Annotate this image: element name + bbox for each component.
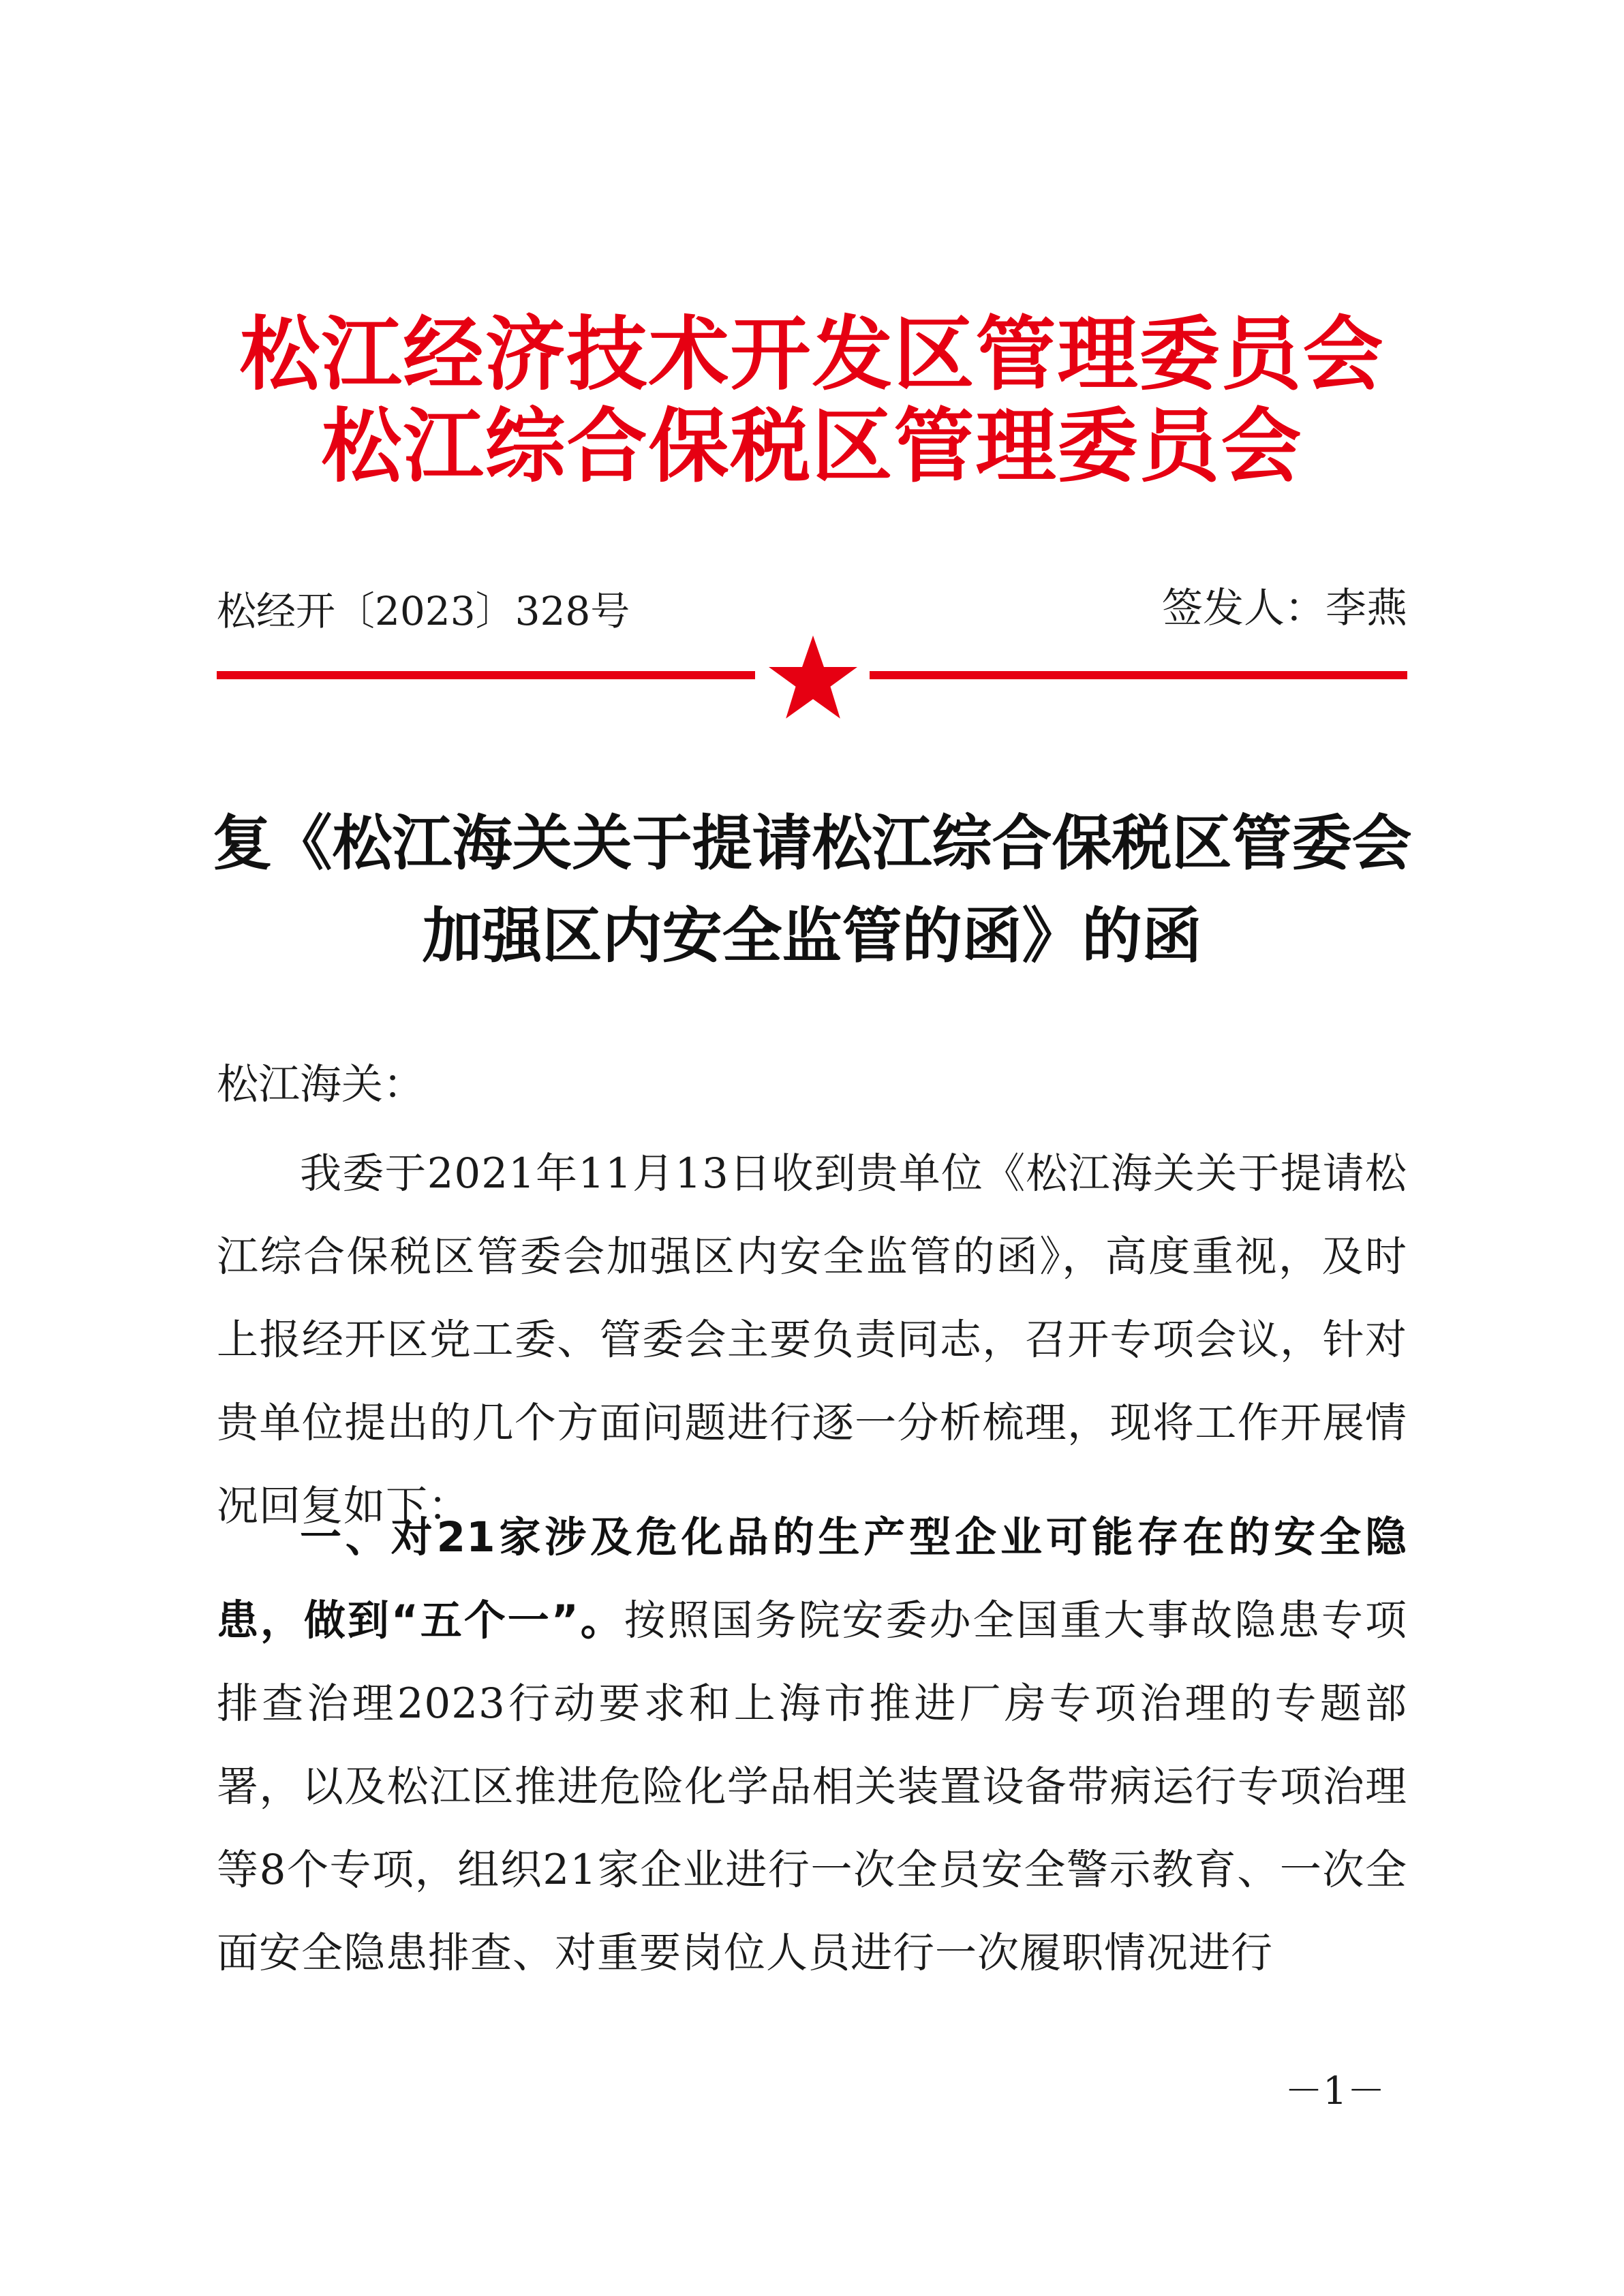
document-number: 松经开〔2023〕328号 xyxy=(217,588,630,634)
page-number: －1－ xyxy=(1285,2069,1385,2113)
red-rule-left xyxy=(217,671,755,679)
red-rule-right xyxy=(870,671,1407,679)
document-title-line-1: 复《松江海关关于提请松江综合保税区管委会 xyxy=(212,807,1412,878)
red-star-icon xyxy=(767,634,859,722)
body-paragraph-2 xyxy=(217,1496,1407,1995)
issuing-org-line-1: 松江经济技术开发区管理委员会 xyxy=(239,307,1385,401)
signer: 签发人：李燕 xyxy=(1162,585,1407,632)
issuing-org-line-2: 松江综合保税区管理委员会 xyxy=(321,399,1303,493)
section-text-1: 按照国务院安委办全国重大事故隐患专项排查治理2023行动要求和上海市推进厂房专项治理的专题部署，以及松江区推进危险化学品相关装置设备带病运行专项治理等8个专项，组织21家企业进行一次全员安全警示教育、一次全面安全隐患排查、对重要岗位人员进行一次履职情况进行 xyxy=(217,1596,1407,1977)
body-paragraph-1: 我委于2021年11月13日收到贵单位《松江海关关于提请松江综合保税区管委会加强区内安全监管的函》，高度重视，及时上报经开区党工委、管委会主要负责同志，召开专项会议，针对贵单位提出的几个方面问题进行逐一分析梳理，现将工作开展情况回复如下： xyxy=(217,1149,1407,1530)
section-heading-1: 一、对21家涉及危化品的生产型企业可能存在的安全隐患，做到“五个一”。 xyxy=(217,1513,1407,1645)
salutation: 松江海关： xyxy=(217,1060,425,1108)
document-title-line-2: 加强区内安全监管的函》的函 xyxy=(422,900,1202,971)
